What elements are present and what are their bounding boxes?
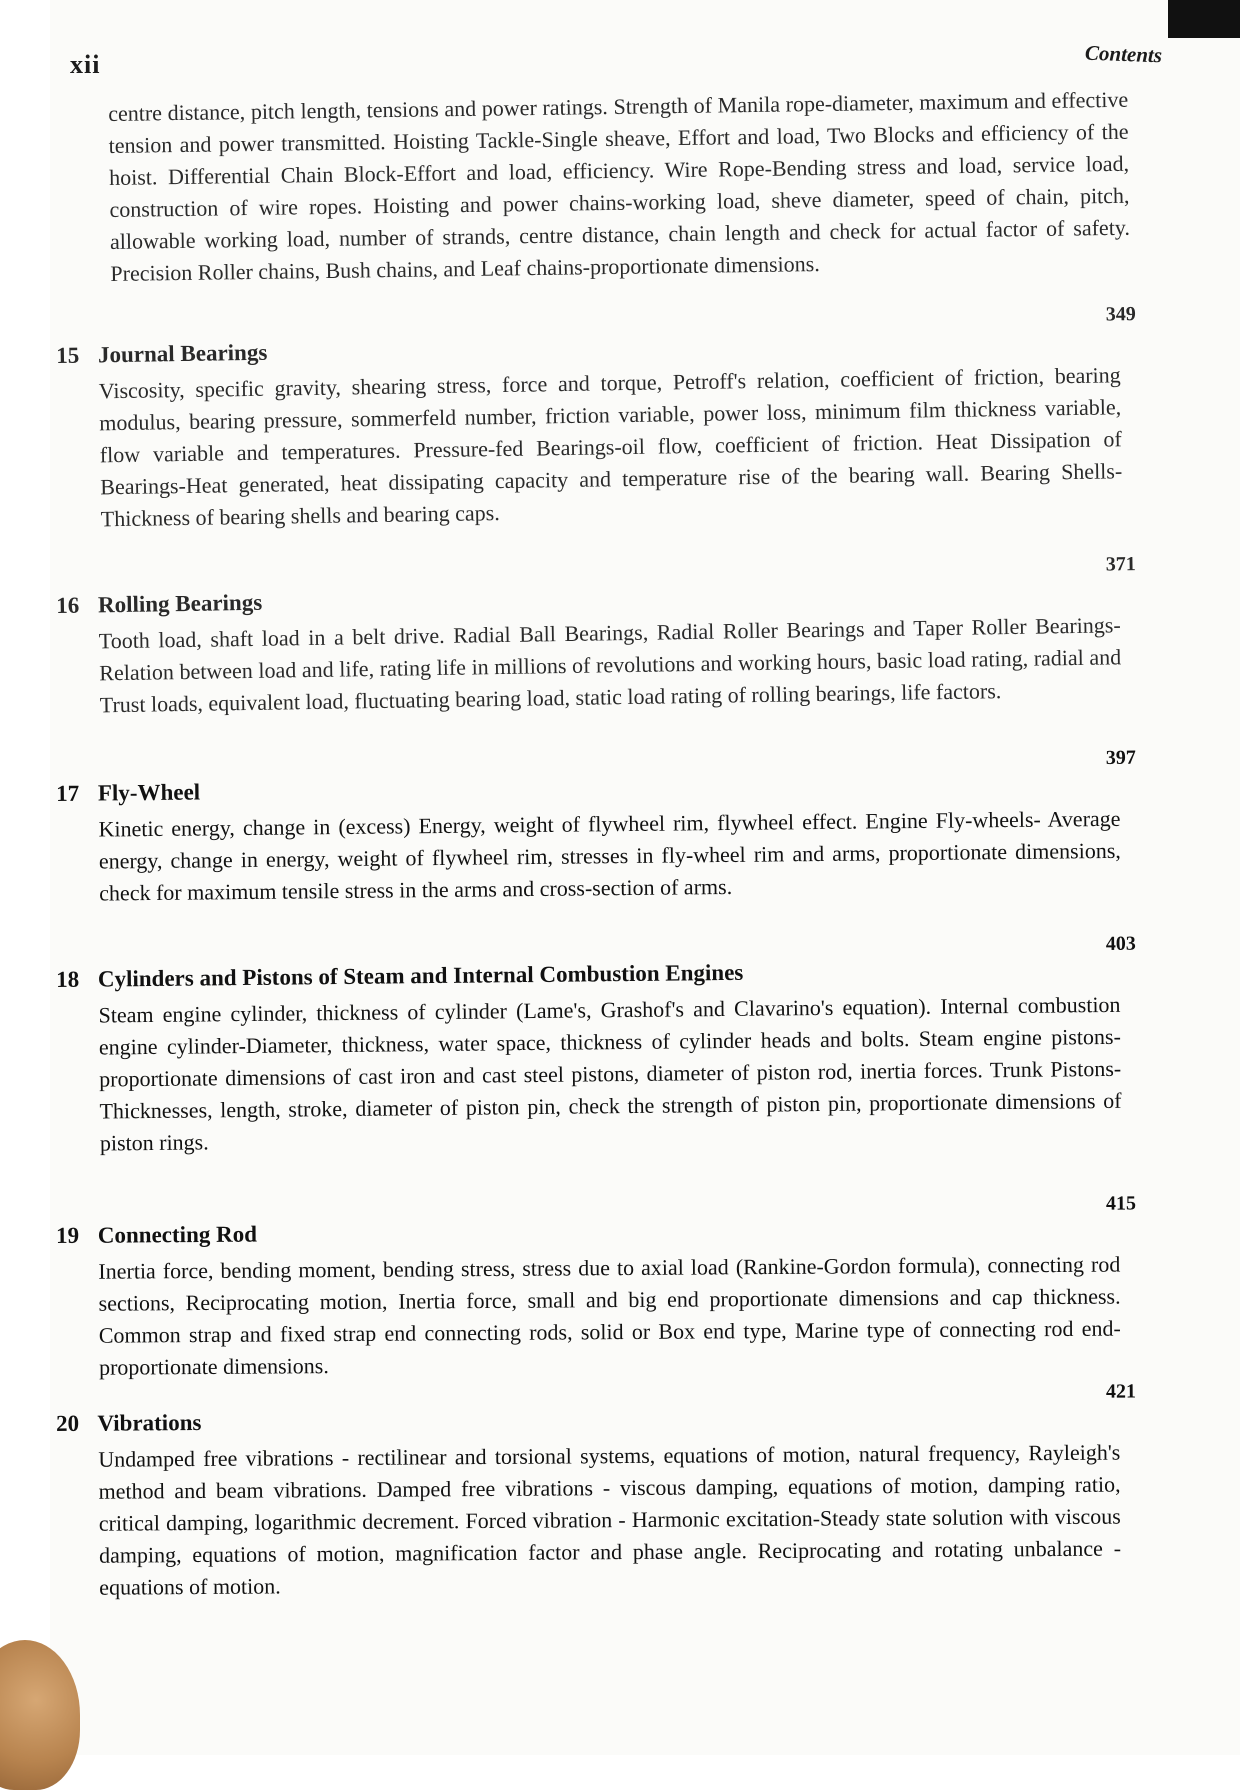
- chapter-entry-17: [56, 746, 1137, 910]
- chapter-page-number: 421: [1105, 1380, 1136, 1403]
- chapter-number: 18: [56, 966, 80, 992]
- thumb-photo-artifact: [0, 1640, 80, 1790]
- chapter-page-number: 349: [1105, 303, 1136, 326]
- chapter-heading: [56, 1400, 1136, 1440]
- page-margin: [0, 0, 50, 1755]
- chapter-page-number: 403: [1105, 932, 1136, 956]
- chapter-heading: [56, 1212, 1136, 1252]
- page-folio: xii: [70, 50, 101, 79]
- chapter-title: Journal Bearings: [97, 339, 268, 368]
- chapter-page-number: 371: [1105, 553, 1136, 576]
- chapter-page-number: 415: [1105, 1192, 1136, 1215]
- chapter-entry-16: [56, 553, 1138, 722]
- chapter-entry-19: [56, 1192, 1137, 1384]
- chapter-number: 15: [56, 342, 80, 368]
- chapter-description: Kinetic energy, change in (excess) Energy, weight of flywheel rim, flywheel effect. Engine Fly-wheels- Average energy, change in energy, weight of flywheel rim, stresses in fly-wheel rim and arms, proportionate dimensions, check for maximum tensile stress in the arms and cross-section of arms.: [98, 805, 1121, 906]
- chapter-entry-18: [56, 932, 1138, 1160]
- chapter-description: Inertia force, bending moment, bending stress, stress due to axial load (Rankine-Gordon formula), connecting rod sections, Reciprocating motion, Inertia force, small and big end proportionate dimensions and cap thickness. Common strap and fixed strap end connecting rods, solid or Box end type, Marine type of connecting rod end-proportionate dimensions.: [98, 1251, 1121, 1380]
- corner-shadow: [1168, 0, 1240, 38]
- chapter-entry-20: [56, 1380, 1137, 1604]
- chapter-description: Viscosity, specific gravity, shearing stress, force and torque, Petroff's relation, coefficient of friction, bearing modulus, bearing pressure, sommerfeld number, friction variable, power loss, minimum film thickness variable, flow variable and temperatures. Pressure-fed Bearings-oil flow, coefficient of friction. Heat Dissipation of Bearings-Heat generated, heat dissipating capacity and temperature rise of the bearing wall. Bearing Shells-Thickness of bearing shells and bearing caps.: [98, 362, 1123, 532]
- chapter-number: 20: [56, 1410, 80, 1436]
- chapter-title: Fly-Wheel: [97, 779, 201, 806]
- chapter-title: Rolling Bearings: [97, 589, 263, 618]
- chapter-title: Vibrations: [97, 1409, 202, 1436]
- chapter-number: 19: [56, 1222, 80, 1248]
- chapter-description: Undamped free vibrations - rectilinear and torsional systems, equations of motion, natural frequency, Rayleigh's method and beam vibrations. Damped free vibrations - viscous damping, equations of motion, damping ratio, critical damping, logarithmic decrement. Forced vibration - Harmonic excitation-Steady state solution with viscous damping, equations of motion, magnification factor and phase angle. Reciprocating and rotating unbalance - equations of motion.: [98, 1439, 1122, 1600]
- chapter-number: 16: [56, 592, 80, 618]
- continued-paragraph: centre distance, pitch length, tensions and power ratings. Strength of Manila rope-diameter, maximum and effective tension and power transmitted. Hoisting Tackle-Single sheave, Effort and load, Two Blocks and efficiency of the hoist. Differential Chain Block-Effort and load, efficiency. Wire Rope-Bending stress and load, service load, construction of wire ropes. Hoisting and power chains-working load, sheve diameter, speed of chain, pitch, allowable working load, number of strands, centre distance, chain length and check for actual factor of safety. Precision Roller chains, Bush chains, and Leaf chains-proportionate dimensions.: [108, 86, 1131, 286]
- chapter-description: Steam engine cylinder, thickness of cylinder (Lame's, Grashof's and Clavarino's equation). Internal combustion engine cylinder-Diameter, thickness, water space, thickness of cylinder heads and bolts. Steam engine pistons-proportionate dimensions of cast iron and cast steel pistons, diameter of piston rod, inertia forces. Trunk Pistons-Thicknesses, length, stroke, diameter of piston pin, check the strength of piston pin, proportionate dimensions of piston rings.: [98, 991, 1122, 1156]
- chapter-title: Cylinders and Pistons of Steam and Internal Combustion Engines: [97, 959, 744, 992]
- chapter-page-number: 397: [1105, 746, 1136, 770]
- chapter-number: 17: [56, 780, 80, 806]
- running-title: Contents: [1084, 40, 1163, 68]
- chapter-description: Tooth load, shaft load in a belt drive. Radial Ball Bearings, Radial Roller Bearings and Taper Roller Bearings-Relation between load and life, rating life in millions of revolutions and working hours, basic load rating, radial and Trust loads, equivalent load, fluctuating bearing load, static load rating of rolling bearings, life factors.: [98, 612, 1122, 718]
- chapter-title: Connecting Rod: [97, 1221, 258, 1248]
- chapter-entry-15: [56, 303, 1139, 536]
